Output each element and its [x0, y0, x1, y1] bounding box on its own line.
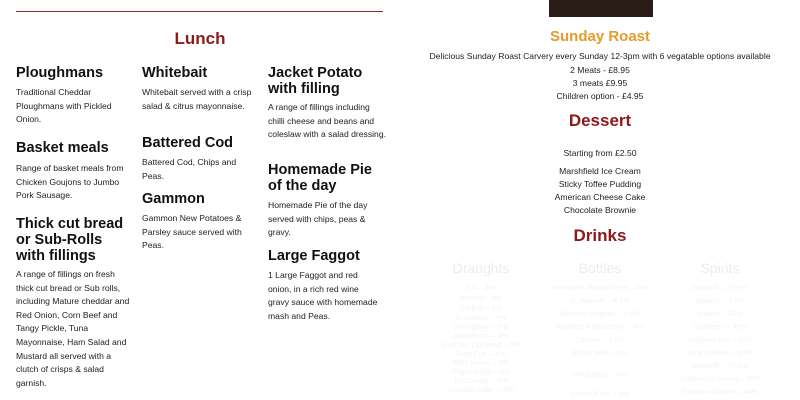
draught-item: Summer Lightning – 5% — [440, 340, 522, 349]
dessert-title: Dessert — [568, 111, 632, 130]
draught-item: Blackthorn – 4% — [453, 331, 509, 340]
sunday-roast-line-2: 2 Meats - £8.95 — [570, 65, 630, 75]
spirit-item: Jack Daniels – 40% — [687, 348, 753, 357]
dish-large-faggot: Large Faggot — [268, 248, 360, 264]
bottle-item: Becks Blue – 0% — [571, 348, 629, 357]
dish-homemade-pie-desc: Homemade Pie of the day served with chips, peas & gravy. — [268, 200, 368, 238]
bottle-item: Smirnoff Ice – 4% — [570, 389, 630, 398]
bottle-item: Bulmers Red Cherry – 4% — [556, 322, 644, 331]
dessert-item: American Cheese Cake — [554, 192, 646, 202]
draught-item: Draught Cider – 6% — [448, 385, 514, 394]
dish-ploughmans: Ploughmans — [16, 65, 104, 81]
bottle-item: Bulmers Original – 4.5% — [559, 309, 641, 318]
dessert-item: Chocolate Brownie — [563, 205, 637, 215]
lunch-title: Lunch — [174, 29, 226, 48]
draught-item: Wild Swine – 4% — [452, 358, 510, 367]
dish-whitebait-desc: Whitebait served with a crisp salad & citrus mayonnaise. — [142, 87, 252, 111]
draught-item: Guinness – 4% — [455, 313, 507, 322]
dessert-item: Marshfield Ice Cream — [559, 166, 641, 176]
header-photo — [549, 0, 653, 17]
dish-whitebait: Whitebait — [142, 65, 208, 81]
lunch-top-divider — [16, 11, 383, 12]
dish-basket-meals-desc: Range of basket meals from Chicken Goujons to Jumbo Pork Sausage. — [16, 163, 124, 201]
draught-item: Butcombe – 4% — [454, 376, 508, 385]
spirit-item: Bacardi – 37.5% — [692, 283, 748, 292]
draught-item: Carling – 4% — [459, 303, 503, 312]
spirit-item: Famous Grouse – 40% — [681, 387, 759, 396]
draught-item: Dirty Fox – 4% — [456, 349, 506, 358]
bottle-item: WKD Blue – 4% — [573, 370, 627, 379]
sunday-roast-title: Sunday Roast — [549, 28, 651, 45]
bottle-item: Corona – 4.5% — [574, 335, 626, 344]
dish-jacket-potato-desc: A range of fillings including chilli cheese and beans and coleslaw with a salad dressing. — [268, 102, 386, 140]
dish-gammon: Gammon — [142, 191, 205, 207]
dish-ploughmans-desc: Traditional Cheddar Ploughmans with Pickled Onion. — [16, 87, 112, 125]
sunday-roast-line-3: 3 meats £9.95 — [572, 78, 628, 88]
draught-item: Strongbow – 5% — [453, 322, 509, 331]
dish-battered-cod-desc: Battered Cod, Chips and Peas. — [142, 157, 237, 181]
dessert-item: Sticky Toffee Pudding — [558, 179, 642, 189]
spirit-item: Gordons Gin – 40% — [687, 335, 753, 344]
dish-jacket-potato: Jacket Potato with filling — [268, 65, 363, 97]
dish-homemade-pie: Homemade Pie of the day — [268, 162, 372, 194]
draught-item: Amstel – 4% — [459, 293, 503, 302]
bottle-item: Budweiser – 4.5% — [569, 296, 631, 305]
drinks-spirits-heading: Spirits — [700, 260, 740, 276]
drinks-title: Drinks — [573, 226, 627, 245]
drinks-bottles-heading: Bottles — [578, 260, 622, 276]
bottle-item: Heineken Alcohol Free – 0% — [552, 283, 648, 292]
spirit-item: Southern Comfort – 35% — [678, 374, 762, 383]
dish-gammon-desc: Gammon New Potatoes & Parsley sauce served with Peas. — [142, 213, 242, 251]
dish-thick-cut-bread-desc: A range of fillings on fresh thick cut bread or Sub rolls, including Mature cheddar and Red Onion, Corn Beef and Tangy Pickle, Tuna Mayonnaise, Ham Salad and Mustard all served with a clutch of crisps & salad garnish. — [16, 269, 130, 388]
dessert-price: Starting from £2.50 — [563, 148, 637, 158]
spirit-item: Malibu – 21% — [697, 309, 743, 318]
dish-battered-cod: Battered Cod — [142, 135, 234, 151]
dish-basket-meals: Basket meals — [16, 140, 109, 156]
drinks-draughts-heading: Draughts — [452, 260, 510, 276]
spirit-item: Baileys – 17% — [696, 296, 744, 305]
dish-thick-cut-bread: Thick cut bread or Sub-Rolls with fillings — [16, 216, 124, 264]
spirit-item: Cointreau – 40% — [692, 322, 748, 331]
draught-item: Pilgrims Ale – 4% — [451, 367, 511, 376]
dish-large-faggot-desc: 1 Large Faggot and red onion, in a rich red wine gravy sauce with homemade mash and Peas. — [268, 270, 378, 321]
sunday-roast-line-4: Children option - £4.95 — [556, 91, 644, 101]
draught-item: XX – 4% — [466, 283, 496, 292]
sunday-roast-line-1: Delicious Sunday Roast Carvery every Sunday 12-3pm with 6 vegatable options available — [429, 51, 771, 61]
spirit-item: Smirnoff – 37.5% — [691, 361, 749, 370]
